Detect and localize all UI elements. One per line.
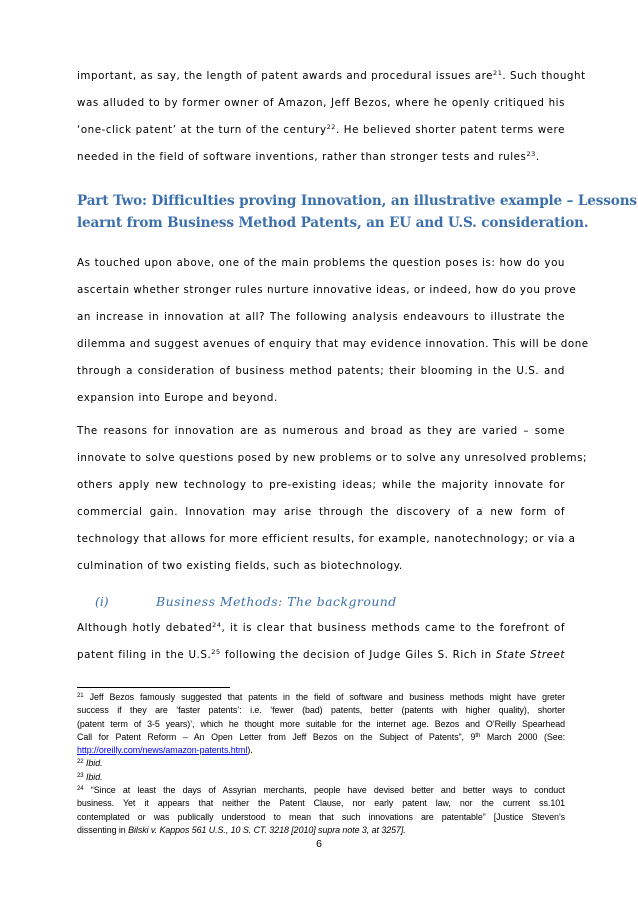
subsection-title: Business Methods: The background (156, 594, 397, 609)
text-line: ascertain whether stronger rules nurture innovative ideas, or indeed, how do you prove (77, 284, 577, 296)
footnote-ref-21[interactable]: 21 (493, 69, 503, 77)
text-line: commercial gain. Innovation may arise through the discovery of a new form of (77, 506, 565, 518)
paragraph-intro (77, 63, 586, 171)
footnote-separator (77, 687, 230, 688)
paragraph-reasons (77, 418, 588, 580)
text-line: ‘one-click patent’ at the turn of the century$^{22}$. He believed shorter patent terms were (77, 123, 565, 136)
footnote-ref-24[interactable]: 24 (212, 621, 222, 629)
oreilly-link[interactable]: http://oreilly.com/news/amazon-patents.html (77, 745, 248, 756)
footnote-21: $^{21}$ Jeff Bezos famously suggested that patents in the field of software and business methods might have greter (77, 692, 565, 702)
footnote-22: $^{22}$ Ibid. (77, 758, 103, 769)
text-line: others apply new technology to pre-existing ideas; while the majority innovate for (77, 479, 565, 491)
text-line: technology that allows for more efficient results, for example, nanotechnology; or via a (77, 533, 576, 545)
paragraph-business-methods (77, 615, 565, 669)
text-line: Although hotly debated$^{24}$, it is clear that business methods came to the forefront of (77, 621, 565, 634)
text-line: patent filing in the U.S.$^{25}$ following the decision of Judge Giles S. Rich in State Street (77, 648, 565, 661)
text-line: through a consideration of business method patents; their blooming in the U.S. and (77, 365, 565, 377)
footnote-line: dissenting in Bilski v. Kappos 561 U.S., 10 S. CT. 3218 [2010] supra note 3, at 3257]. (77, 824, 406, 835)
text-line: was alluded to by former owner of Amazon, Jeff Bezos, where he openly critiqued his (77, 97, 565, 109)
footnote-ref-23[interactable]: 23 (526, 150, 536, 158)
text-line: important, as say, the length of patent awards and procedural issues are$^{21}$. Such thought (77, 69, 586, 82)
footnote-line: success if they are ‘faster patents’: i.e. ‘fewer (bad) patents, better (patents with higher quality), shorter (77, 705, 565, 716)
footnote-line: Call for Patent Reform – An Open Letter from Jeff Bezos on the Subject of Patents”, 9th March 2000 (See: (77, 731, 565, 742)
heading-line: Part Two: Difficulties proving Innovation, an illustrative example – Lessons (77, 193, 637, 209)
page-number: 6 (316, 838, 322, 850)
text-line: expansion into Europe and beyond. (77, 392, 278, 404)
footnote-ref-25[interactable]: 25 (211, 648, 221, 656)
text-line: The reasons for innovation are as numerous and broad as they are varied – some (77, 425, 565, 437)
heading-line: learnt from Business Method Patents, an EU and U.S. consideration. (77, 215, 589, 231)
text-line: dilemma and suggest avenues of enquiry that may evidence innovation. This will be done (77, 338, 589, 350)
paragraph-analysis (77, 250, 589, 412)
footnotes (77, 691, 565, 837)
section-heading (77, 190, 637, 234)
text-line: culmination of two existing fields, such as biotechnology. (77, 560, 403, 572)
text-line: As touched upon above, one of the main problems the question poses is: how do you (77, 257, 565, 269)
footnote-line: contemplated or was publically understood to mean that such innovations are patentable” [Justice Steven’s (77, 811, 565, 822)
footnote-line: (patent term of 3-5 years)’, which he thought more suitable for the internet age. Bezos and O’Reilly Spearhead (77, 718, 565, 729)
footnote-23: $^{23}$ Ibid. (77, 771, 103, 782)
footnote-line: http://oreilly.com/news/amazon-patents.html). (77, 745, 253, 756)
text-line: innovate to solve questions posed by new problems or to solve any unresolved problems; (77, 452, 588, 464)
footnote-line: business. Yet it appears that neither the Patent Clause, nor early patent law, nor the current ss.101 (77, 798, 565, 809)
text-line: needed in the field of software inventions, rather than stronger tests and rules$^{23}$. (77, 150, 540, 163)
subsection-heading (95, 592, 495, 612)
text-line: an increase in innovation at all? The following analysis endeavours to illustrate the (77, 311, 565, 323)
subsection-number: (i) (95, 594, 109, 609)
footnote-ref-22[interactable]: 22 (326, 123, 336, 131)
footnote-24: $^{24}$ “Since at least the days of Assyrian merchants, people have devised better and better ways to conduct (77, 785, 565, 796)
